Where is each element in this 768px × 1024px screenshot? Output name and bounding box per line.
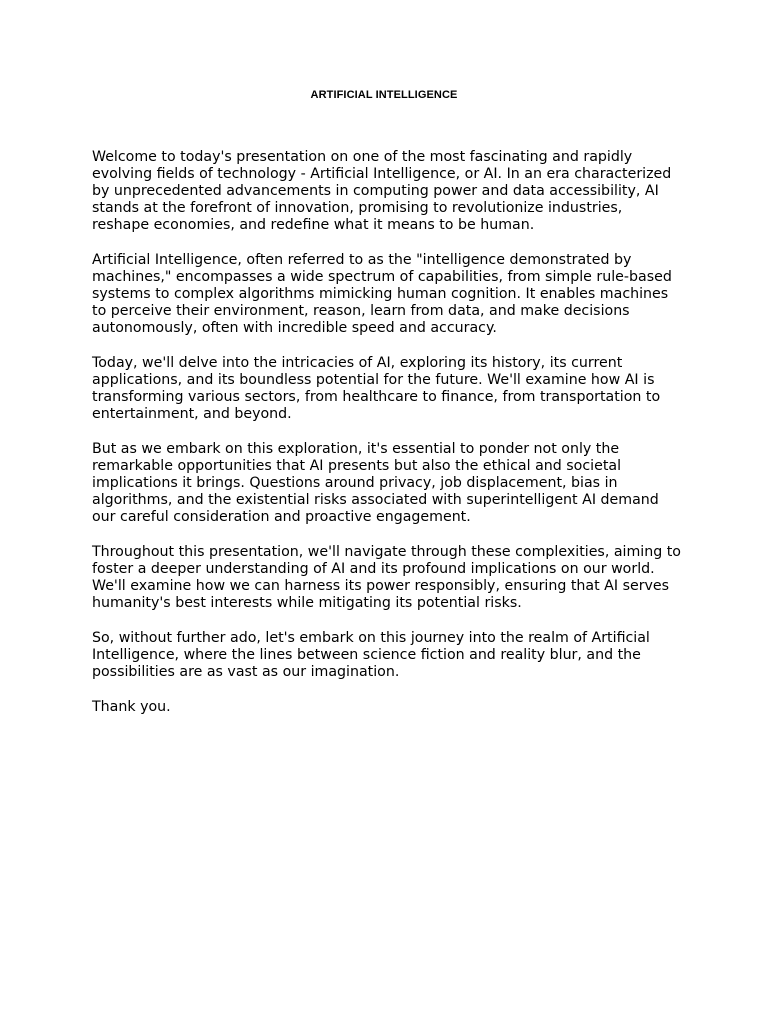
paragraph-definition: Artificial Intelligence, often referred to as the "intelligence demonstrated by machines," encompasses a wide spectrum of capabilities, from simple rule-based systems to complex algorithms mimicking human cognition. It enables machines to perceive their environment, reason, learn from data, and make decisions autonomously, often with incredible speed and accuracy. [92,252,672,336]
document-title: ARTIFICIAL INTELLIGENCE [310,89,458,101]
paragraph-navigation: Throughout this presentation, we'll navigate through these complexities, aiming to foster a deeper understanding of AI and its profound implications on our world. We'll examine how we can harness its power responsibly, ensuring that AI serves humanity's best interests while mitigating its potential risks. [92,544,681,611]
paragraph-thanks: Thank you. [92,699,171,715]
paragraph-welcome: Welcome to today's presentation on one of the most fascinating and rapidly evolving fields of technology - Artificial Intelligence, or AI. In an era characterized by unprecedented advancements in computing power and data accessibility, AI stands at the forefront of innovation, promising to revolutionize industries, reshape economies, and redefine what it means to be human. [92,149,672,233]
paragraph-closing: So, without further ado, let's embark on this journey into the realm of Artificial Intelligence, where the lines between science fiction and reality blur, and the possibilities are as vast as our imagination. [92,630,650,680]
paragraph-agenda: Today, we'll delve into the intricacies of AI, exploring its history, its current applications, and its boundless potential for the future. We'll examine how AI is transforming various sectors, from healthcare to finance, from transportation to entertainment, and beyond. [92,355,661,422]
paragraph-ethics: But as we embark on this exploration, it's essential to ponder not only the remarkable opportunities that AI presents but also the ethical and societal implications it brings. Questions around privacy, job displacement, bias in algorithms, and the existential risks associated with superintelligent AI demand our careful consideration and proactive engagement. [92,441,659,525]
document-body [92,149,682,734]
